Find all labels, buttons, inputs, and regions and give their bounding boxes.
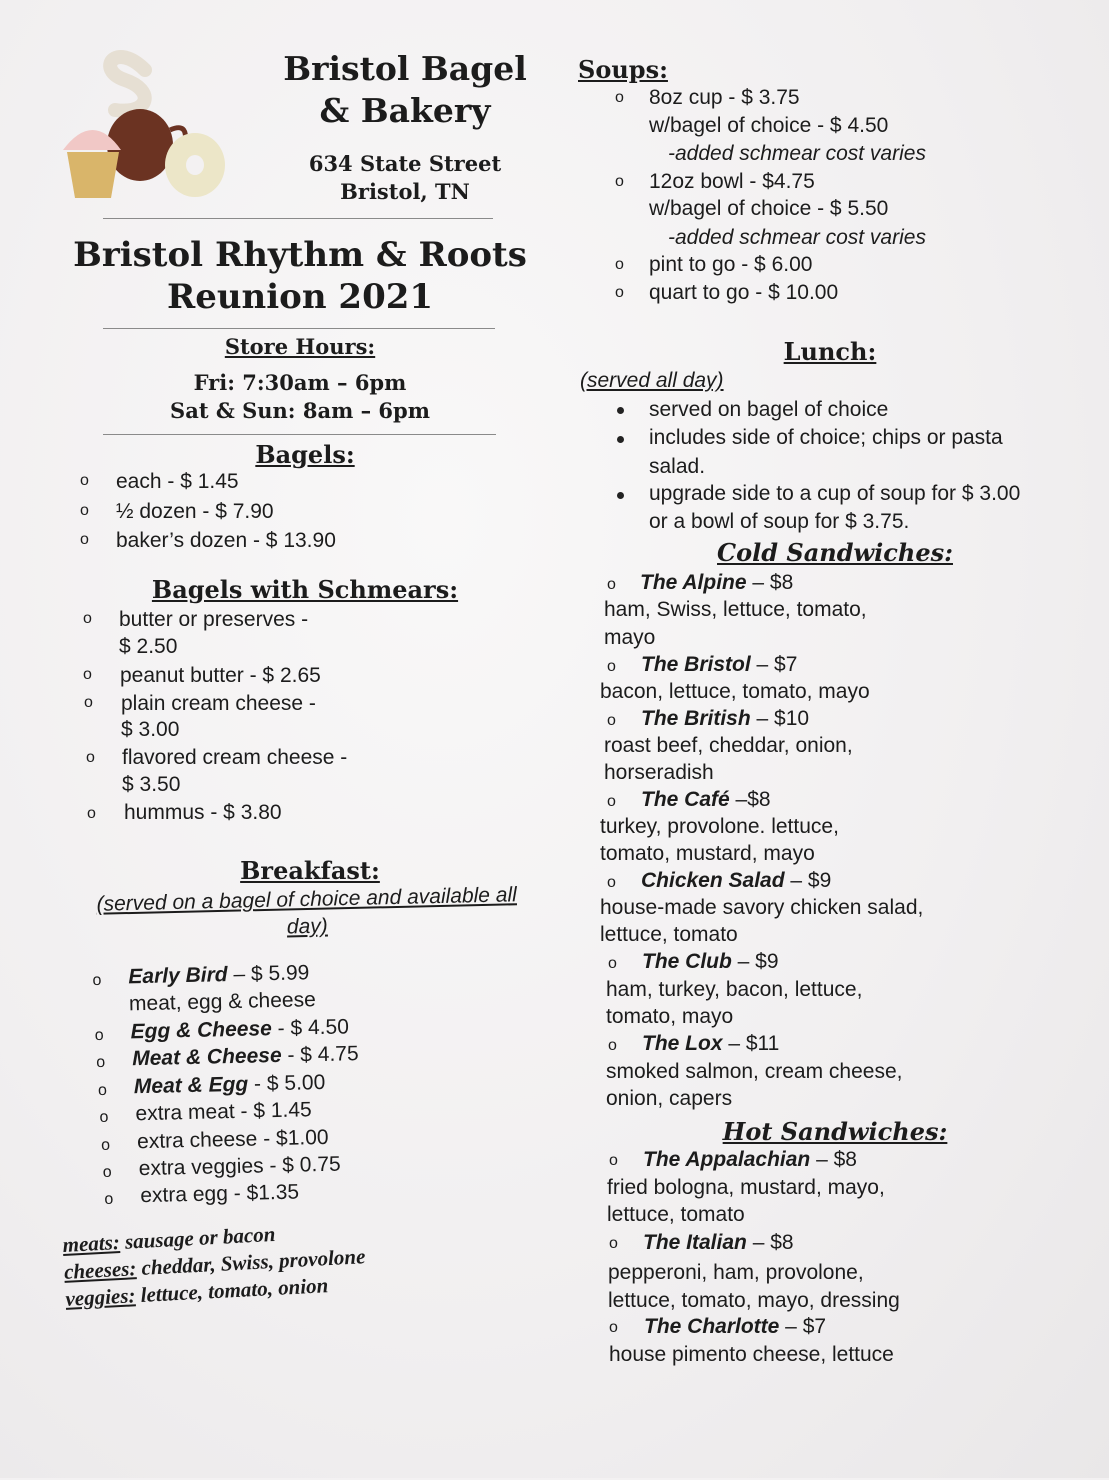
event-line2: Reunion 2021 (166, 277, 434, 317)
sandwich-desc: lettuce, tomato (600, 923, 738, 946)
shop-name-line1: Bristol Bagel (283, 49, 527, 88)
soup-line: pint to go - $ 6.00 (649, 253, 813, 276)
soup-line: w/bagel of choice - $ 4.50 (649, 114, 889, 137)
list-item: ½ dozen - $ 7.90 (116, 500, 274, 523)
sandwich-price: – $7 (750, 653, 798, 676)
option-label: veggies: (64, 1283, 137, 1311)
sandwich-price: – $8 (746, 1231, 794, 1254)
list-item: each - $ 1.45 (116, 470, 239, 493)
list-item: plain cream cheese - (121, 692, 316, 715)
hours-line1: Fri: 7:30am – 6pm (193, 370, 407, 395)
sandwich-desc: roast beef, cheddar, onion, (604, 734, 853, 757)
sandwich-desc: pepperoni, ham, provolone, (608, 1261, 864, 1284)
list-item: butter or preserves - (119, 608, 309, 631)
address-line1: 634 State Street (308, 151, 502, 176)
bagels-title: Bagels: (255, 440, 355, 469)
list-bullet: o (609, 1319, 618, 1336)
sandwich-desc: mayo (604, 626, 656, 649)
breakfast-extra: extra veggies - $ 0.75 (138, 1152, 341, 1181)
sandwich-desc: lettuce, tomato (607, 1203, 745, 1226)
option-text: lettuce, tomato, onion (134, 1273, 329, 1308)
soups-title: Soups: (578, 55, 668, 84)
sandwich-name: The Italian (643, 1231, 747, 1254)
sandwich-price: – $11 (722, 1032, 780, 1055)
sandwich-title (641, 705, 809, 732)
list-bullet: o (609, 1235, 618, 1252)
sandwich-name: Chicken Salad (641, 869, 785, 892)
lunch-bullet-text: upgrade side to a cup of soup for $ 3.00 (649, 482, 1021, 505)
sandwich-title (642, 948, 779, 975)
address-line2: Bristol, TN (340, 179, 470, 204)
breakfast-title: Breakfast: (240, 856, 380, 885)
list-bullet: o (607, 658, 616, 675)
breakfast-item (132, 1040, 359, 1072)
sandwich-name: The Alpine (640, 571, 747, 594)
sandwich-desc: bacon, lettuce, tomato, mayo (600, 680, 870, 703)
breakfast-note-line1: (served on a bagel of choice and available all (96, 883, 518, 916)
breakfast-note-line2: day) (286, 914, 328, 939)
sandwich-desc: ham, Swiss, lettuce, tomato, (604, 598, 867, 621)
item-name: Meat & Egg (133, 1072, 249, 1099)
list-bullet: o (92, 971, 102, 990)
list-bullet: o (99, 1108, 109, 1127)
list-bullet: o (615, 256, 624, 273)
item-description: meat, egg & cheese (128, 988, 317, 1016)
shop-name-line2: & Bakery (319, 91, 491, 130)
sandwich-name: The British (641, 707, 751, 730)
list-bullet: o (96, 1053, 106, 1072)
lunch-bullet-text: includes side of choice; chips or pasta (649, 426, 1003, 449)
list-bullet: o (84, 694, 93, 711)
sandwich-price: – $10 (750, 707, 810, 730)
schmears-title: Bagels with Schmears: (151, 575, 459, 604)
lunch-title: Lunch: (783, 337, 877, 366)
list-bullet: o (102, 1163, 112, 1181)
breakfast-item-early-bird (128, 959, 310, 990)
hot-sandwiches-title: Hot Sandwiches: (722, 1117, 948, 1146)
option-label: cheeses: (63, 1256, 137, 1284)
item-name: Meat & Cheese (131, 1043, 282, 1071)
sandwich-price: – $9 (731, 950, 779, 973)
list-bullet: o (87, 805, 96, 822)
sandwich-title (643, 1229, 794, 1256)
hours-line2: Sat & Sun: 8am – 6pm (170, 398, 430, 423)
soup-line: 8oz cup - $ 3.75 (649, 86, 800, 109)
sandwich-title (643, 1146, 857, 1173)
sandwich-name: The Club (642, 950, 732, 973)
list-bullet: o (94, 1026, 104, 1045)
lunch-bullet-text: or a bowl of soup for $ 3.75. (649, 510, 910, 533)
breakfast-extra: extra cheese - $1.00 (136, 1125, 329, 1154)
soup-line: 12oz bowl - $4.75 (649, 170, 815, 193)
sandwich-title (642, 1030, 779, 1057)
sandwich-desc: onion, capers (606, 1087, 733, 1110)
list-bullet: o (104, 1190, 114, 1208)
soup-line: quart to go - $ 10.00 (649, 281, 839, 304)
list-item: flavored cream cheese - (122, 746, 348, 769)
option-label: meats: (62, 1230, 121, 1257)
sandwich-price: – $9 (784, 869, 832, 892)
sandwich-title (640, 569, 793, 596)
item-name: Egg & Cheese (130, 1017, 273, 1044)
item-price: - $ 4.75 (281, 1042, 359, 1067)
list-bullet: o (83, 610, 92, 627)
sandwich-desc: house-made savory chicken salad, (600, 896, 924, 919)
lunch-bullet-text: salad. (649, 455, 706, 478)
list-bullet: o (80, 502, 89, 519)
breakfast-extra: extra egg - $1.35 (140, 1180, 300, 1208)
list-bullet: o (86, 749, 95, 766)
list-bullet: o (615, 173, 624, 190)
lunch-bullet-text: served on bagel of choice (649, 398, 889, 421)
list-bullet: o (608, 1037, 617, 1054)
item-name: Early Bird (128, 963, 228, 989)
option-text: cheddar, Swiss, provolone (135, 1244, 366, 1281)
sandwich-desc: ham, turkey, bacon, lettuce, (606, 978, 863, 1001)
sandwich-desc: tomato, mustard, mayo (600, 842, 815, 865)
sandwich-desc: fried bologna, mustard, mayo, (607, 1176, 885, 1199)
sandwich-name: The Café (641, 788, 730, 811)
bullet-dot (617, 436, 624, 443)
sandwich-desc: horseradish (604, 761, 714, 784)
list-item-price: $ 3.00 (121, 718, 180, 741)
item-price: - $ 5.00 (247, 1070, 326, 1096)
list-bullet: o (97, 1081, 108, 1100)
list-bullet: o (608, 955, 617, 972)
item-price: - $ 4.50 (271, 1015, 350, 1041)
sandwich-price: – $8 (810, 1148, 857, 1171)
sandwich-name: The Lox (642, 1032, 723, 1055)
sandwich-price: –$8 (729, 788, 771, 811)
sandwich-price: – $7 (779, 1315, 827, 1338)
sandwich-price: – $8 (746, 571, 794, 594)
list-item: hummus - $ 3.80 (124, 801, 282, 824)
hours-title: Store Hours: (224, 334, 376, 359)
sandwich-title (641, 786, 771, 813)
cold-sandwiches-title: Cold Sandwiches: (717, 538, 953, 567)
item-price: – $ 5.99 (227, 961, 310, 987)
sandwich-title (641, 867, 831, 894)
list-item-price: $ 3.50 (122, 773, 181, 796)
bullet-dot (617, 407, 624, 414)
sandwich-name: The Bristol (641, 653, 751, 676)
list-bullet: o (101, 1136, 111, 1155)
list-bullet: o (83, 666, 92, 683)
sandwich-desc: house pimento cheese, lettuce (609, 1343, 894, 1366)
sandwich-name: The Charlotte (644, 1315, 780, 1338)
sandwich-title (641, 651, 797, 678)
list-bullet: o (607, 793, 616, 810)
soup-note: -added schmear cost varies (668, 142, 926, 165)
breakfast-item (134, 1069, 326, 1100)
sandwich-title (644, 1313, 826, 1340)
list-item-price: $ 2.50 (119, 635, 178, 658)
sandwich-name: The Appalachian (643, 1148, 811, 1171)
sandwich-desc: smoked salmon, cream cheese, (606, 1060, 903, 1083)
list-item: peanut butter - $ 2.65 (120, 664, 321, 687)
event-line1: Bristol Rhythm & Roots (73, 235, 527, 275)
list-bullet: o (607, 576, 616, 593)
list-bullet: o (80, 472, 89, 489)
list-bullet: o (80, 531, 89, 548)
list-bullet: o (607, 712, 616, 729)
sandwich-desc: turkey, provolone. lettuce, (600, 815, 839, 838)
soup-line: w/bagel of choice - $ 5.50 (649, 197, 889, 220)
lunch-note: (served all day) (580, 369, 724, 392)
sandwich-desc: tomato, mayo (606, 1005, 734, 1028)
sandwich-desc: lettuce, tomato, mayo, dressing (608, 1289, 900, 1312)
bullet-dot (617, 492, 624, 499)
list-bullet: o (615, 284, 624, 301)
option-text: sausage or bacon (119, 1221, 276, 1254)
soup-note: -added schmear cost varies (668, 226, 926, 249)
list-bullet: o (607, 874, 616, 891)
breakfast-extra: extra meat - $ 1.45 (135, 1098, 312, 1126)
list-bullet: o (609, 1152, 618, 1169)
list-item: baker’s dozen - $ 13.90 (116, 529, 336, 552)
list-bullet: o (615, 89, 624, 106)
